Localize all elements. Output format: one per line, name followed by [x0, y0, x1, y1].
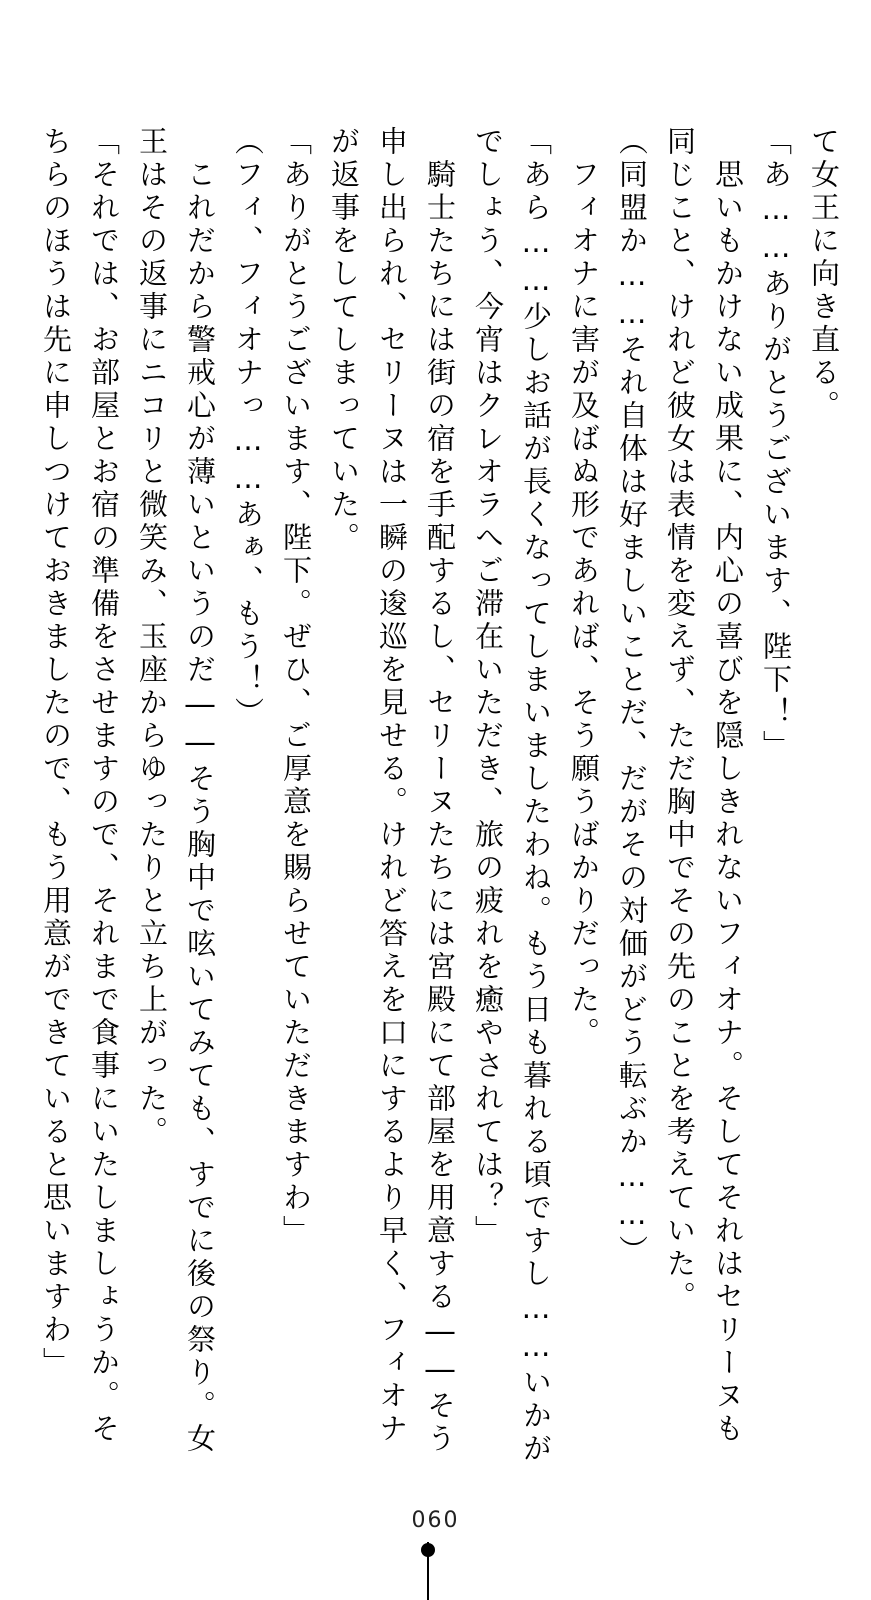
text-line: フィオナに害が及ばぬ形であれば、そう願うばかりだった。 — [567, 126, 601, 1050]
text-line: でしょう、今宵はクレオラへご滞在いただき、旅の疲れを癒やされては？」 — [471, 126, 505, 1248]
text-line: （同盟か……それ自体は好ましいことだ、だがその対価がどう転ぶか……） — [615, 126, 649, 1268]
text-line: 「あ……ありがとうございます、陛下！」 — [759, 126, 793, 763]
text-line: ちらのほうは先に申しつけておきましたので、もう用意ができていると思いますわ」 — [39, 126, 73, 1380]
text-line: 申し出られ、セリーヌは一瞬の逡巡を見せる。けれど答えを口にするより早く、フィオナ — [375, 126, 409, 1446]
text-line: 同じこと、けれど彼女は表情を変えず、ただ胸中でその先のことを考えていた。 — [663, 126, 697, 1314]
page-number: 060 — [411, 1508, 460, 1533]
text-line: が返事をしてしまっていた。 — [327, 126, 361, 555]
text-line: （フィ、フィオナっ……あぁ、もう！） — [231, 126, 265, 730]
text-line: 思いもかけない成果に、内心の喜びを隠しきれないフィオナ。そしてそれはセリーヌも — [711, 126, 745, 1446]
footer-dot-icon — [421, 1543, 435, 1557]
text-line: これだから警戒心が薄いというのだ――そう胸中で呟いてみても、すでに後の祭り。女 — [183, 126, 217, 1456]
text-line: て女王に向き直る。 — [807, 126, 841, 423]
text-line: 「それでは、お部屋とお宿の準備をさせますので、それまで食事にいたしましょうか。そ — [87, 126, 121, 1446]
text-line: 「ありがとうございます、陛下。ぜひ、ご厚意を賜らせていただきますわ」 — [279, 126, 313, 1248]
text-line: 騎士たちには街の宿を手配するし、セリーヌたちには宮殿にて部屋を用意する――そう — [423, 126, 457, 1456]
text-line: 王はその返事にニコリと微笑み、玉座からゆったりと立ち上がった。 — [135, 126, 169, 1149]
text-line: 「あら……少しお話が長くなってしまいましたわね。もう日も暮れる頃ですし……いかが — [519, 126, 553, 1466]
vertical-text-body — [36, 126, 844, 1466]
